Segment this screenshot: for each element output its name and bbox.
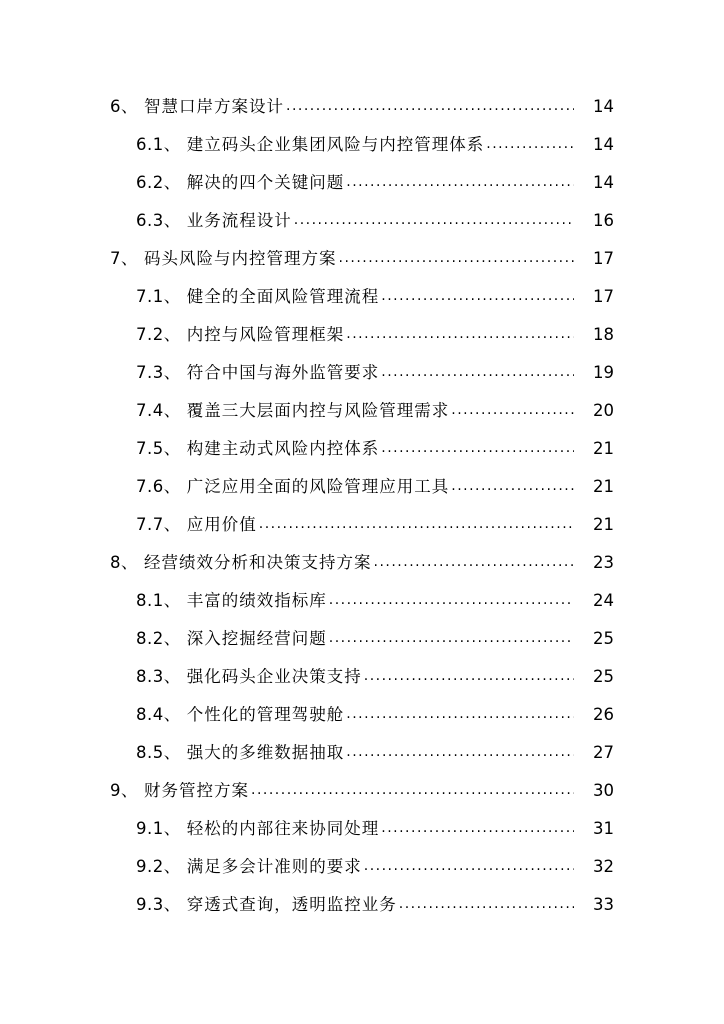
toc-entry-number: 7.3、 xyxy=(136,363,181,382)
toc-entry-title: 轻松的内部往来协同处理 xyxy=(186,819,380,838)
toc-dot-leader xyxy=(251,780,574,810)
toc-entry-number: 8.4、 xyxy=(136,705,181,724)
toc-entry-page: 14 xyxy=(593,97,614,116)
toc-entry-number: 6、 xyxy=(110,97,138,116)
toc-entry-number: 8.1、 xyxy=(136,591,181,610)
toc-entry-page: 30 xyxy=(593,781,614,800)
toc-entry-number: 7.7、 xyxy=(136,515,181,534)
toc-entry[interactable] xyxy=(0,886,724,924)
toc-entry[interactable] xyxy=(0,202,724,240)
toc-entry-number: 6.1、 xyxy=(136,135,181,154)
toc-entry[interactable] xyxy=(0,354,724,392)
toc-dot-leader xyxy=(286,96,574,126)
toc-entry-title: 丰富的绩效指标库 xyxy=(186,591,327,610)
toc-entry-page: 25 xyxy=(593,667,614,686)
toc-entry-page: 16 xyxy=(593,211,614,230)
toc-entry[interactable] xyxy=(0,848,724,886)
toc-entry-number: 7.4、 xyxy=(136,401,181,420)
toc-entry-page: 18 xyxy=(593,325,614,344)
toc-dot-leader xyxy=(329,628,574,658)
toc-entry[interactable] xyxy=(0,696,724,734)
table-of-contents xyxy=(0,88,724,924)
toc-dot-leader xyxy=(381,438,574,468)
toc-entry-number: 8.2、 xyxy=(136,629,181,648)
toc-entry-page: 21 xyxy=(593,515,614,534)
toc-entry-page: 17 xyxy=(593,249,614,268)
toc-entry-number: 9.1、 xyxy=(136,819,181,838)
toc-entry-title: 内控与风险管理框架 xyxy=(186,325,345,344)
toc-entry[interactable] xyxy=(0,734,724,772)
toc-entry-page: 23 xyxy=(593,553,614,572)
toc-dot-leader xyxy=(346,742,574,772)
toc-entry[interactable] xyxy=(0,316,724,354)
toc-dot-leader xyxy=(346,324,574,354)
toc-entry[interactable] xyxy=(0,164,724,202)
toc-entry[interactable] xyxy=(0,544,724,582)
toc-dot-leader xyxy=(486,134,574,164)
toc-entry-title: 覆盖三大层面内控与风险管理需求 xyxy=(186,401,450,420)
toc-entry-page: 32 xyxy=(593,857,614,876)
toc-entry-page: 26 xyxy=(593,705,614,724)
toc-entry-page: 27 xyxy=(593,743,614,762)
toc-dot-leader xyxy=(294,210,574,240)
toc-entry-title: 个性化的管理驾驶舱 xyxy=(186,705,345,724)
toc-entry[interactable] xyxy=(0,582,724,620)
toc-entry[interactable] xyxy=(0,772,724,810)
toc-entry-title: 经营绩效分析和决策支持方案 xyxy=(144,553,372,572)
toc-entry-page: 21 xyxy=(593,439,614,458)
toc-entry-title: 码头风险与内控管理方案 xyxy=(144,249,337,268)
toc-entry[interactable] xyxy=(0,392,724,430)
toc-entry-number: 9、 xyxy=(110,781,138,800)
toc-entry-page: 14 xyxy=(593,173,614,192)
toc-entry-title: 应用价值 xyxy=(186,515,257,534)
toc-entry-page: 31 xyxy=(593,819,614,838)
toc-dot-leader xyxy=(346,704,574,734)
toc-dot-leader xyxy=(364,856,574,886)
toc-entry-number: 8.5、 xyxy=(136,743,181,762)
toc-entry[interactable] xyxy=(0,810,724,848)
toc-entry-title: 广泛应用全面的风险管理应用工具 xyxy=(186,477,450,496)
toc-entry-number: 9.3、 xyxy=(136,895,181,914)
toc-entry-title: 解决的四个关键问题 xyxy=(186,173,345,192)
toc-entry-title: 构建主动式风险内控体系 xyxy=(186,439,380,458)
toc-entry[interactable] xyxy=(0,468,724,506)
toc-dot-leader xyxy=(364,666,574,696)
toc-entry-title: 智慧口岸方案设计 xyxy=(144,97,284,116)
toc-dot-leader xyxy=(381,286,574,316)
toc-entry-page: 21 xyxy=(593,477,614,496)
toc-entry[interactable] xyxy=(0,658,724,696)
toc-entry[interactable] xyxy=(0,506,724,544)
toc-entry-number: 7、 xyxy=(110,249,138,268)
toc-entry-page: 19 xyxy=(593,363,614,382)
toc-entry-title: 财务管控方案 xyxy=(144,781,249,800)
toc-entry-number: 6.2、 xyxy=(136,173,181,192)
toc-entry-title: 强化码头企业决策支持 xyxy=(186,667,362,686)
toc-dot-leader xyxy=(381,818,574,848)
toc-dot-leader xyxy=(451,400,574,430)
toc-entry-title: 符合中国与海外监管要求 xyxy=(186,363,380,382)
toc-entry-number: 6.3、 xyxy=(136,211,181,230)
toc-entry-page: 25 xyxy=(593,629,614,648)
toc-entry-page: 14 xyxy=(593,135,614,154)
toc-entry-title: 建立码头企业集团风险与内控管理体系 xyxy=(186,135,485,154)
toc-entry-page: 20 xyxy=(593,401,614,420)
toc-entry-title: 深入挖掘经营问题 xyxy=(186,629,327,648)
toc-dot-leader xyxy=(346,172,574,202)
toc-entry-title: 业务流程设计 xyxy=(186,211,292,230)
toc-dot-leader xyxy=(259,514,574,544)
toc-dot-leader xyxy=(374,552,575,582)
toc-entry-page: 17 xyxy=(593,287,614,306)
toc-entry-number: 9.2、 xyxy=(136,857,181,876)
toc-entry-number: 7.5、 xyxy=(136,439,181,458)
toc-dot-leader xyxy=(339,248,575,278)
toc-entry-page: 24 xyxy=(593,591,614,610)
toc-entry[interactable] xyxy=(0,278,724,316)
toc-entry-number: 8、 xyxy=(110,553,138,572)
toc-entry[interactable] xyxy=(0,126,724,164)
toc-entry-page: 33 xyxy=(593,895,614,914)
toc-entry-title: 健全的全面风险管理流程 xyxy=(186,287,380,306)
toc-entry-number: 7.1、 xyxy=(136,287,181,306)
toc-entry[interactable] xyxy=(0,620,724,658)
toc-entry-number: 8.3、 xyxy=(136,667,181,686)
toc-entry-title: 强大的多维数据抽取 xyxy=(186,743,345,762)
toc-entry-number: 7.2、 xyxy=(136,325,181,344)
toc-entry-number: 7.6、 xyxy=(136,477,181,496)
toc-dot-leader xyxy=(399,894,574,924)
toc-dot-leader xyxy=(451,476,574,506)
toc-entry[interactable] xyxy=(0,430,724,468)
toc-entry-title: 穿透式查询，透明监控业务 xyxy=(186,895,397,914)
toc-dot-leader xyxy=(329,590,574,620)
toc-entry[interactable] xyxy=(0,88,724,126)
toc-entry-title: 满足多会计准则的要求 xyxy=(186,857,362,876)
toc-dot-leader xyxy=(381,362,574,392)
toc-entry[interactable] xyxy=(0,240,724,278)
